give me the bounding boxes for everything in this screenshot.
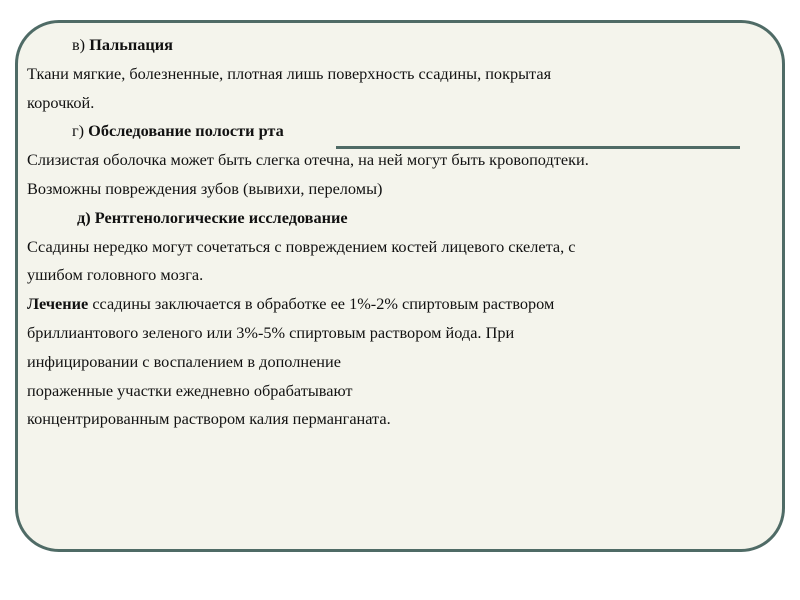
xray-prefix: д) [77,207,95,227]
palpation-text-line-1: Ткани мягкие, болезненные, плотная лишь поверхность ссадины, покрытая [27,63,552,83]
slide-text-block [27,31,767,434]
oral-exam-prefix: г) [72,121,89,141]
xray-heading-line [27,204,767,233]
treatment-text-1: ссадины заключается в обработке ее 1%-2% спиртовым раствором [88,294,555,314]
palpation-heading: Пальпация [89,35,173,54]
oral-exam-heading: Обследование полости рта [88,121,284,141]
oral-exam-text-line-2: Возможны повреждения зубов (вывихи, переломы) [27,178,383,198]
treatment-text-line-5: концентрированным раствором калия перманганата. [27,409,391,429]
oral-exam-heading-line [27,117,767,146]
treatment-text-line-3: инфицировании с воспалением в дополнение [27,351,341,371]
palpation-prefix: в) [72,35,90,54]
oral-exam-text-line-1: Слизистая оболочка может быть слегка отечна, на ней могут быть кровоподтеки. [27,150,589,170]
palpation-text-line-2: корочкой. [27,92,95,112]
palpation-heading-line [27,31,767,60]
treatment-text-line-2: бриллиантового зеленого или 3%-5% спиртовым раствором йода. При [27,322,515,342]
treatment-heading: Лечение [27,294,89,314]
treatment-line-1 [27,290,767,319]
treatment-text-line-4: пораженные участки ежедневно обрабатывают [27,380,353,400]
xray-text-line-2: ушибом головного мозга. [27,265,204,285]
xray-heading: Рентгенологические исследование [94,207,348,227]
xray-text-line-1: Ссадины нередко могут сочетаться с повреждением костей лицевого скелета, с [27,236,576,256]
